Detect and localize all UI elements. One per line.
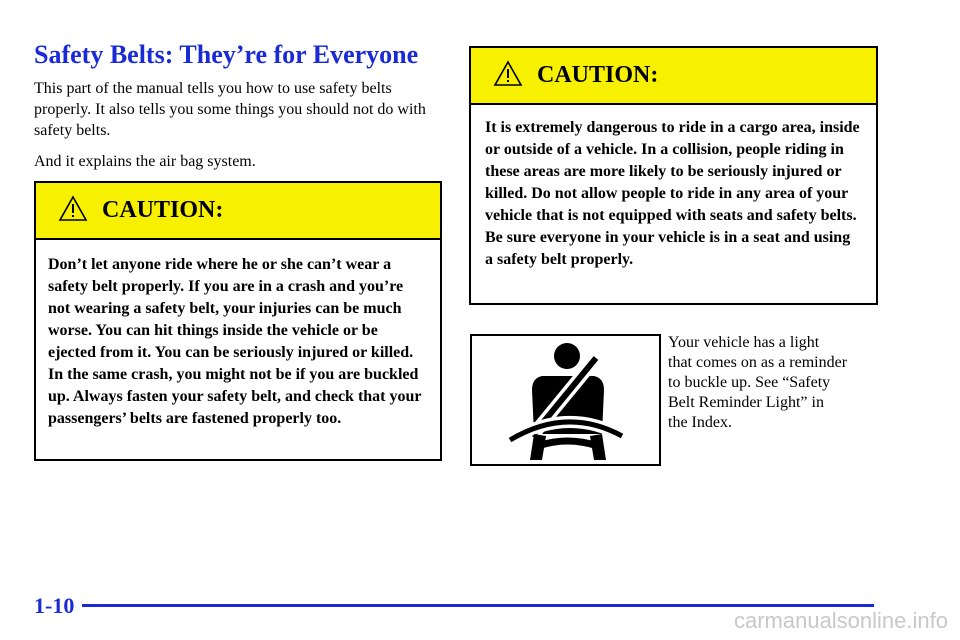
intro-text [34,78,444,182]
caution-box-2 [469,46,878,305]
caution-box-1 [34,181,442,461]
seatbelt-reminder-illustration [470,334,661,466]
watermark: carmanualsonline.info [733,608,948,633]
warning-triangle-icon [58,195,88,222]
caution-header-1 [36,183,440,240]
reminder-text: Your vehicle has a light that comes on as a reminder to buckle up. See “Safety Belt Reminder Light” in the Index. [668,334,848,431]
caution-label-2: CAUTION: [537,62,659,88]
page-number: 1-10 [34,593,75,618]
caution-text-2: It is extremely dangerous to ride in a cargo area, inside or outside of a vehicle. In a collision, people riding in these areas are more likely to be seriously injured or killed. Do not allow people to ride in any area of your vehicle that is not equipped with seats and safety belts. Be sure everyone in your vehicle is in a seat and using a safety belt properly. [485,119,860,268]
seatbelt-reminder-icon [472,336,659,464]
footer-rule [82,604,874,607]
caution-label-1: CAUTION: [102,197,224,223]
intro-paragraph-1: This part of the manual tells you how to use safety belts properly. It also tells you some things you should not do with safety belts. [34,80,426,139]
warning-triangle-icon [493,60,523,87]
page-title: Safety Belts: They’re for Everyone [34,40,419,69]
caution-text-1: Don’t let anyone ride where he or she can’t wear a safety belt properly. If you are in a crash and you’re not wearing a safety belt, your injuries can be much worse. You can hit things inside the vehicle or be ejected from it. You can be seriously injured or killed. In the same crash, you might not be if you are buckled up. Always fasten your safety belt, and check that your passengers’ belts are fastened properly too. [48,256,422,427]
caution-header-2 [471,48,876,105]
intro-paragraph-2: And it explains the air bag system. [34,153,256,170]
